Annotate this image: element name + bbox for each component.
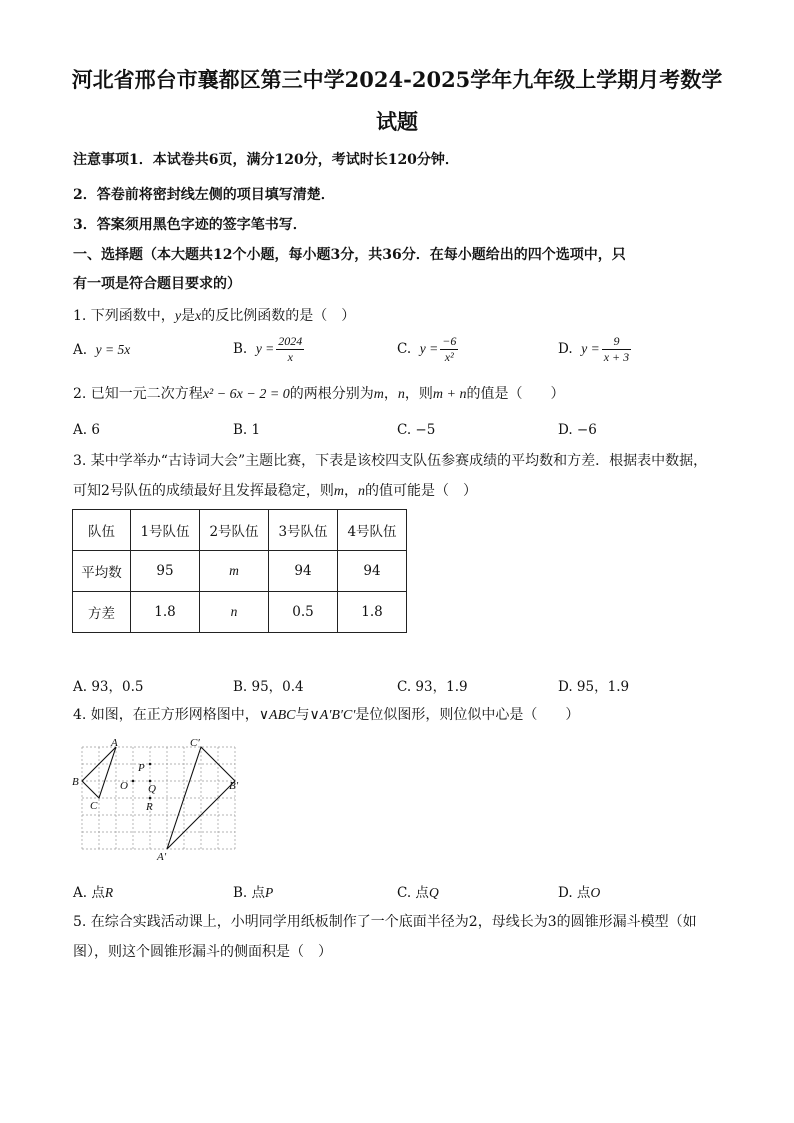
label-point-c-prime: C′ — [190, 737, 200, 749]
q2-option-b: B. 1 — [233, 422, 261, 438]
q3-stem-line1: 3. 某中学举办“古诗词大会”主题比赛，下表是该校四支队伍参赛成绩的平均数和方差．根据表中数据， — [73, 453, 708, 469]
team-scores-table — [72, 509, 407, 633]
note-3: 3．答案须用黑色字迹的签字笔书写． — [73, 217, 307, 233]
q4-option-b: B. 点P — [233, 885, 274, 901]
section-heading-line1: 一、选择题（本大题共12个小题，每小题3分，共36分．在每小题给出的四个选项中，只 — [73, 247, 626, 263]
q3-option-d: D. 95，1.9 — [558, 679, 630, 695]
q2-option-d: D. −6 — [558, 422, 597, 438]
q5-stem-line2: 图），则这个圆锥形漏斗的侧面积是（ ） — [73, 944, 332, 960]
table-cell: 方差 — [73, 592, 131, 633]
q3-stem-line2: 可知2号队伍的成绩最好且发挥最稳定，则m，n的值可能是（ ） — [73, 483, 478, 499]
label-point-c: C — [90, 800, 98, 812]
table-cell: 94 — [338, 551, 407, 592]
table-row — [73, 592, 407, 633]
table-header-cell: 队伍 — [73, 510, 131, 551]
exam-title-line2: 试题 — [376, 109, 418, 134]
note-2: 2．答卷前将密封线左侧的项目填写清楚． — [73, 187, 335, 203]
q4-stem: 4. 如图，在正方形网格图中，∨ABC与∨A′B′C′是位似图形，则位似中心是（ ） — [73, 707, 580, 723]
note-1: 注意事项1．本试卷共6页，满分120分，考试时长120分钟． — [73, 152, 459, 168]
table-cell: 1.8 — [131, 592, 200, 633]
q4-option-d: D. 点O — [558, 885, 601, 901]
label-point-r: R — [146, 801, 153, 813]
table-header-cell: 2号队伍 — [200, 510, 269, 551]
table-cell: n — [200, 592, 269, 633]
q4-option-c: C. 点Q — [397, 885, 439, 901]
table-cell: m — [200, 551, 269, 592]
table-cell: 0.5 — [269, 592, 338, 633]
q1-option-a: A. y = 5x — [73, 342, 131, 358]
q1-option-b: B. y = $\frac{2024}{x}$ — [233, 334, 303, 364]
q2-stem: 2. 已知一元二次方程x² − 6x − 2 = 0的两根分别为m，n，则m + n的值是（ ） — [73, 386, 565, 402]
q3-option-b: B. 95，0.4 — [233, 679, 304, 695]
q2-option-c: C. −5 — [397, 422, 436, 438]
table-cell: 94 — [269, 551, 338, 592]
q1-stem: 1. 下列函数中，y是x的反比例函数的是（ ） — [73, 308, 356, 324]
triangle-a-prime-b-prime-c-prime — [167, 747, 235, 849]
label-point-q: Q — [148, 783, 156, 795]
table-header-row — [73, 510, 407, 551]
section-heading-line2: 有一项是符合题目要求的） — [73, 276, 241, 292]
q1-option-c: C. y = $\frac{-6}{\text{x²}}$ — [397, 334, 457, 364]
q1-option-d: D. y = $\frac{9}{x + 3}$ — [558, 334, 630, 364]
table-cell: 平均数 — [73, 551, 131, 592]
homothety-grid-figure — [72, 737, 252, 867]
table-cell: 95 — [131, 551, 200, 592]
table-row — [73, 551, 407, 592]
label-point-o: O — [120, 780, 128, 792]
square-grid — [82, 747, 235, 849]
q2-option-a: A. 6 — [73, 422, 100, 438]
label-point-b: B — [72, 776, 79, 788]
q5-stem-line1: 5. 在综合实践活动课上，小明同学用纸板制作了一个底面半径为2，母线长为3的圆锥形漏斗模型（如 — [73, 914, 697, 930]
table-cell: 1.8 — [338, 592, 407, 633]
label-point-b-prime: B′ — [229, 780, 239, 792]
label-point-a-prime: A′ — [157, 851, 167, 863]
table-header-cell: 3号队伍 — [269, 510, 338, 551]
q3-option-c: C. 93，1.9 — [397, 679, 468, 695]
label-point-a: A — [111, 737, 118, 749]
table-header-cell: 4号队伍 — [338, 510, 407, 551]
table-header-cell: 1号队伍 — [131, 510, 200, 551]
q4-option-a: A. 点R — [73, 885, 114, 901]
label-point-p: P — [138, 762, 145, 774]
q3-option-a: A. 93，0.5 — [73, 679, 144, 695]
exam-title-line1: 河北省邢台市襄都区第三中学2024-2025学年九年级上学期月考数学 — [71, 67, 723, 92]
